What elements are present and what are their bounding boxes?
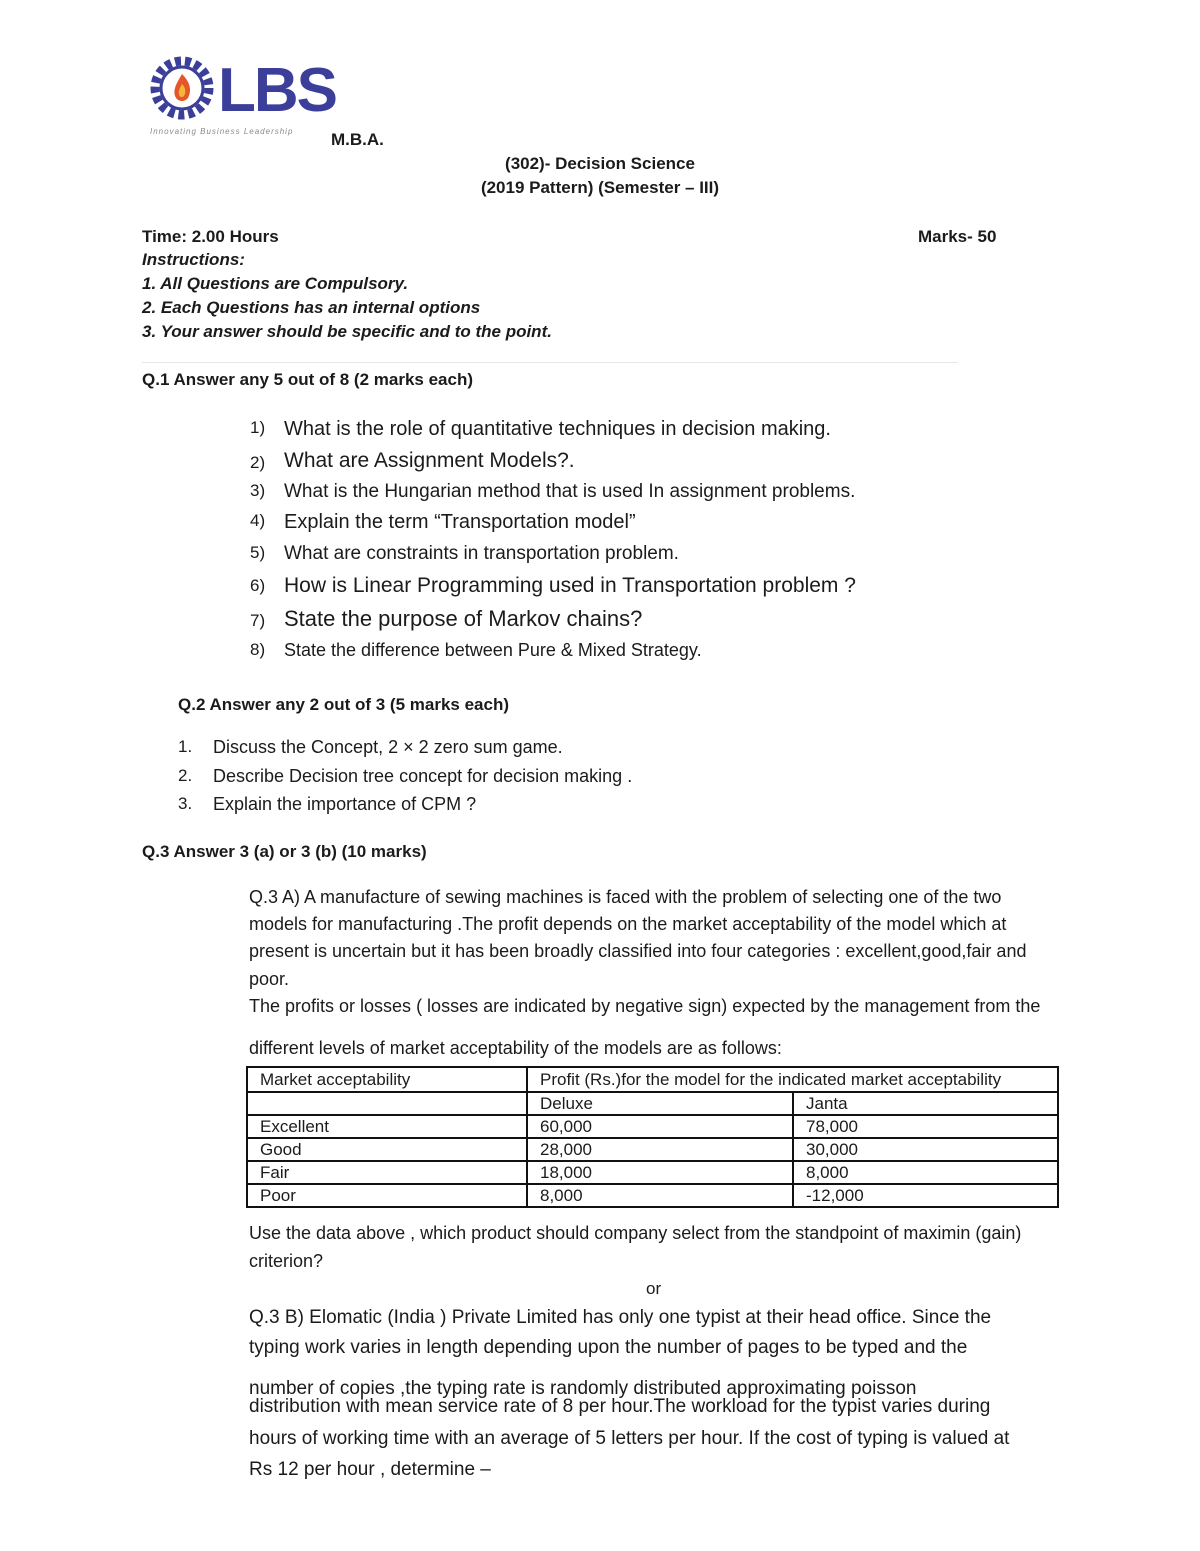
- q3a-line: present is uncertain but it has been broadly classified into four categories : excellent,good,fair and: [249, 941, 1027, 961]
- table-row: [247, 1184, 1058, 1207]
- or-separator: or: [646, 1279, 662, 1298]
- q3a-line: models for manufacturing .The profit depends on the market acceptability of the model which at: [249, 914, 1007, 934]
- table-cell: Good: [247, 1138, 527, 1161]
- table-row: [247, 1115, 1058, 1138]
- q3b-line: distribution with mean service rate of 8 per hour.The workload for the typist varies during: [249, 1396, 991, 1417]
- q3b-line: number of copies ,the typing rate is randomly distributed approximating poisson: [249, 1378, 917, 1399]
- table-cell: 18,000: [527, 1161, 793, 1184]
- table-cell: 28,000: [527, 1138, 793, 1161]
- table-cell: 8,000: [793, 1161, 1058, 1184]
- table-cell: Fair: [247, 1161, 527, 1184]
- q3b-line: Q.3 B) Elomatic (India ) Private Limited has only one typist at their head office. Since the: [249, 1307, 992, 1328]
- instruction-item: 3. Your answer should be specific and to the point.: [142, 322, 552, 341]
- divider: [142, 362, 958, 363]
- logo-tagline: Innovating Business Leadership: [150, 127, 294, 136]
- table-cell: 8,000: [527, 1184, 793, 1207]
- table-cell: -12,000: [793, 1184, 1058, 1207]
- q3a-question-line: Use the data above , which product should company select from the standpoint of maximin (gain): [249, 1223, 1022, 1243]
- table-cell: 60,000: [527, 1115, 793, 1138]
- instructions-title: Instructions:: [142, 250, 245, 269]
- q3a-line: The profits or losses ( losses are indicated by negative sign) expected by the management from the: [249, 996, 1041, 1016]
- table-subheader-row: [247, 1092, 1058, 1115]
- logo-text: LBS: [218, 56, 336, 125]
- table-cell: Excellent: [247, 1115, 527, 1138]
- table-header-cell: Profit (Rs.)for the model for the indicated market acceptability: [527, 1067, 1058, 1092]
- q3b-line: typing work varies in length depending upon the number of pages to be typed and the: [249, 1337, 968, 1358]
- table-cell: 78,000: [793, 1115, 1058, 1138]
- q3a-line: different levels of market acceptability of the models are as follows:: [249, 1038, 782, 1058]
- exam-marks: Marks- 50: [918, 227, 997, 246]
- instruction-item: 1. All Questions are Compulsory.: [142, 274, 409, 293]
- q3a-question-line: criterion?: [249, 1251, 324, 1271]
- instruction-item: 2. Each Questions has an internal options: [142, 298, 481, 317]
- table-row: [247, 1138, 1058, 1161]
- exam-time: Time: 2.00 Hours: [142, 227, 279, 246]
- q2-title: Q.2 Answer any 2 out of 3 (5 marks each): [178, 695, 509, 714]
- table-subheader-cell: Janta: [793, 1092, 1058, 1115]
- q3b-line: Rs 12 per hour , determine –: [249, 1459, 491, 1480]
- table-cell: 30,000: [793, 1138, 1058, 1161]
- q3-title: Q.3 Answer 3 (a) or 3 (b) (10 marks): [142, 842, 427, 861]
- q1-title: Q.1 Answer any 5 out of 8 (2 marks each): [142, 370, 473, 389]
- table-subheader-cell: Deluxe: [527, 1092, 793, 1115]
- table-cell: Poor: [247, 1184, 527, 1207]
- pattern-title: (2019 Pattern) (Semester – III): [480, 178, 720, 197]
- program-name: M.B.A.: [331, 130, 384, 149]
- table-header-cell: Market acceptability: [247, 1067, 527, 1092]
- subject-title: (302)- Decision Science: [505, 154, 695, 173]
- table-row: [247, 1161, 1058, 1184]
- q3b-line: hours of working time with an average of 5 letters per hour. If the cost of typing is valued at: [249, 1428, 1010, 1449]
- table-cell: [247, 1092, 527, 1115]
- market-table: [246, 1066, 1059, 1208]
- q3a-line: poor.: [249, 969, 290, 989]
- table-header-row: [247, 1067, 1058, 1092]
- q3a-line: Q.3 A) A manufacture of sewing machines is faced with the problem of selecting one of the two: [249, 887, 1002, 907]
